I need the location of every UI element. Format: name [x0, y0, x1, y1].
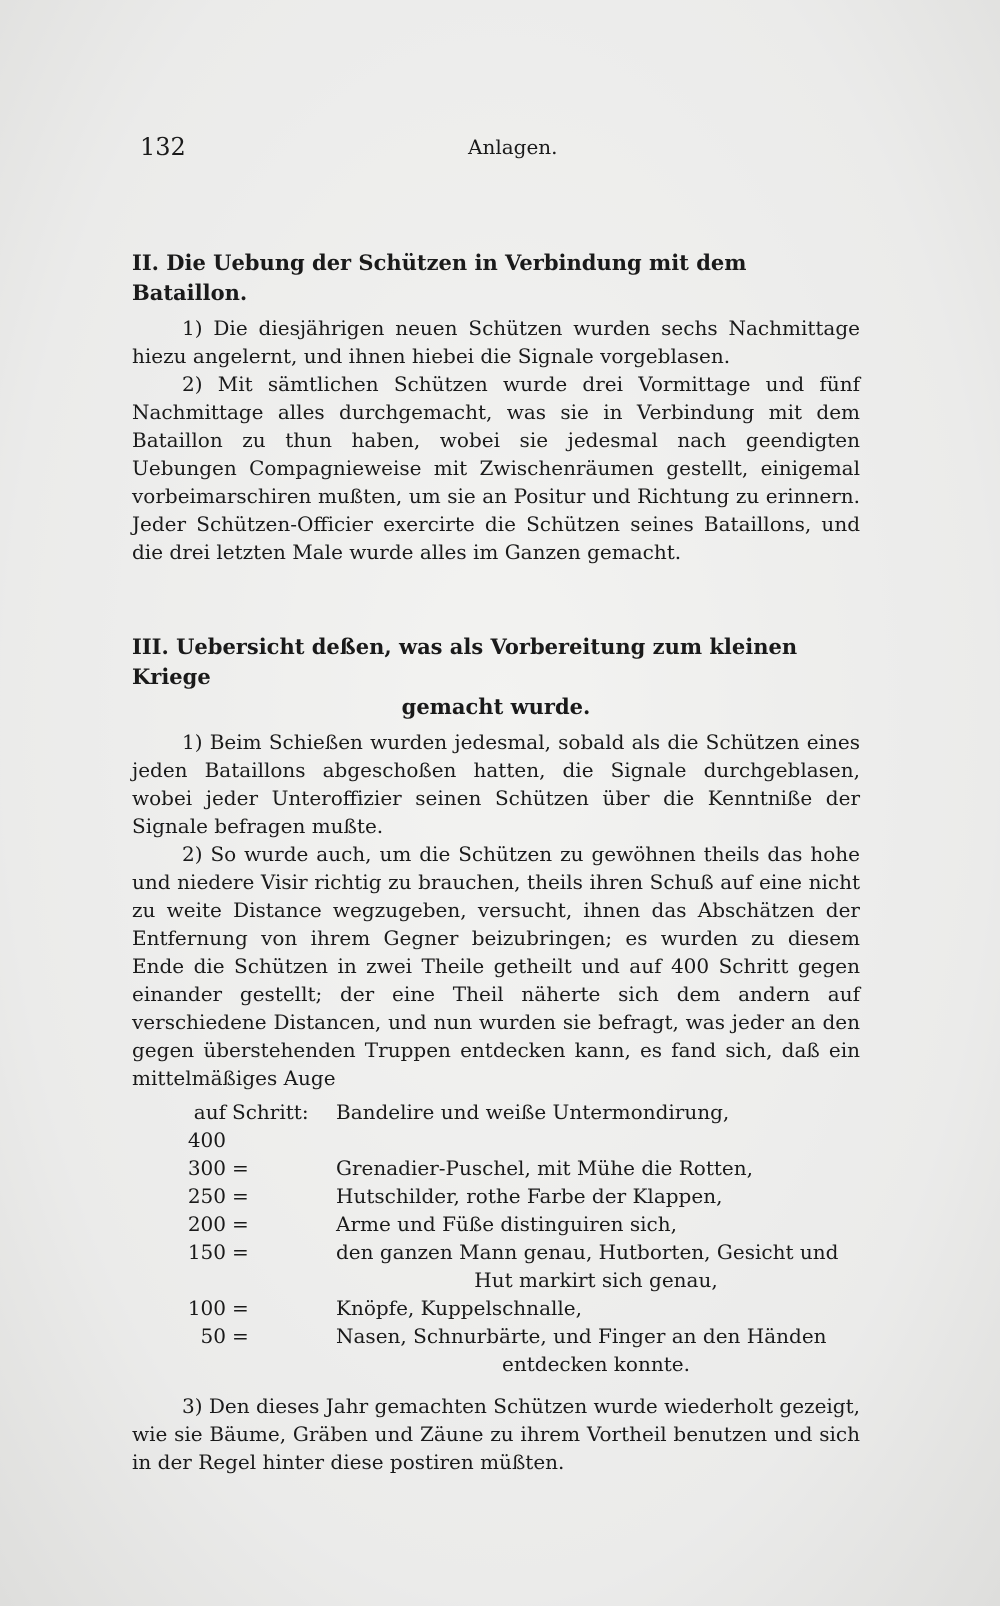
- distance-row: [154, 1182, 856, 1210]
- distance-number: 300: [187, 1156, 226, 1180]
- distance-unit: =: [232, 1156, 249, 1180]
- distance-row: [154, 1098, 856, 1154]
- distance-row: [154, 1322, 856, 1378]
- distance-description-line-2: entdecken konnte.: [502, 1352, 690, 1376]
- section-3-paragraph-3: 3) Den dieses Jahr gemachten Schützen wurde wiederholt gezeigt, wie sie Bäume, Gräben und Zäune zu ihrem Vortheil benutzen und sich in der Regel hinter diese postiren müßten.: [132, 1394, 860, 1474]
- distance-value: [154, 1098, 232, 1154]
- section-3-heading-line-1: III. Uebersicht deßen, was als Vorbereitung zum kleinen Kriege: [132, 634, 798, 689]
- distance-description: Knöpfe, Kuppelschnalle,: [336, 1296, 582, 1320]
- section-2: [132, 248, 860, 566]
- distance-description: Arme und Füße distinguiren sich,: [336, 1212, 677, 1236]
- distance-description-line-1: Nasen, Schnurbärte, und Finger an den Händen: [336, 1324, 827, 1348]
- section-2-paragraph-1: 1) Die diesjährigen neuen Schützen wurden sechs Nachmittage hiezu angelernt, und ihnen hiebei die Signale vorgeblasen.: [132, 316, 860, 368]
- distance-number: 200: [187, 1212, 226, 1236]
- distance-prefix: auf: [193, 1100, 226, 1124]
- page-header: [140, 133, 860, 169]
- section-3-heading: [132, 632, 860, 722]
- page-body: [132, 248, 860, 1476]
- distance-unit: =: [232, 1296, 249, 1320]
- distance-description-line-1: den ganzen Mann genau, Hutborten, Gesicht und: [336, 1240, 839, 1264]
- distance-number: 100: [187, 1296, 226, 1320]
- distance-unit: =: [232, 1184, 249, 1208]
- distance-description: [324, 1238, 856, 1294]
- distance-row: [154, 1210, 856, 1238]
- distance-row: [154, 1154, 856, 1182]
- section-3-paragraph-1: 1) Beim Schießen wurden jedesmal, sobald als die Schützen eines jeden Bataillons abgeschoßen hatten, die Signale durchgeblasen, wobei jeder Unteroffizier seinen Schützen über die Kenntniße der Signale befragen mußte.: [132, 730, 860, 838]
- distance-row: [154, 1294, 856, 1322]
- page-number: 132: [140, 133, 186, 161]
- section-2-heading: II. Die Uebung der Schützen in Verbindung mit dem Bataillon.: [132, 250, 747, 305]
- distance-unit: Schritt:: [232, 1100, 309, 1124]
- distance-number: 400: [187, 1128, 226, 1152]
- section-2-paragraph-2: 2) Mit sämtlichen Schützen wurde drei Vormittage und fünf Nachmittage alles durchgemacht, was sie in Verbindung mit dem Bataillon zu thun haben, wobei sie jedesmal nach geendigten Uebungen Compagnieweise mit Zwischenräumen gestellt, einigemal vorbeimarschiren mußten, um sie an Positur und Richtung zu erinnern. Jeder Schützen-Officier exercirte die Schützen seines Bataillons, und die drei letzten Male wurde alles im Ganzen gemacht.: [132, 372, 860, 564]
- distance-description: Hutschilder, rothe Farbe der Klappen,: [336, 1184, 723, 1208]
- distance-unit: =: [232, 1240, 249, 1264]
- section-3-heading-line-2: gemacht wurde.: [401, 694, 591, 719]
- distance-table: [154, 1098, 856, 1378]
- section-3-paragraph-2: 2) So wurde auch, um die Schützen zu gewöhnen theils das hohe und niedere Visir richtig zu brauchen, theils ihren Schuß auf eine nicht zu weite Distance wegzugeben, versucht, ihnen das Abschätzen der Entfernung von ihrem Gegner beizubringen; es wurden zu diesem Ende die Schützen in zwei Theile getheilt und auf 400 Schritt gegen einander gestellt; der eine Theil näherte sich dem andern auf verschiedene Distancen, und nun wurden sie befragt, was jeder an den gegen überstehenden Truppen entdecken kann, es fand sich, daß ein mittelmäßiges Auge: [132, 842, 860, 1090]
- distance-description: [324, 1322, 856, 1378]
- section-3: [132, 632, 860, 1476]
- running-head: Anlagen.: [468, 135, 558, 159]
- distance-number: 250: [187, 1184, 226, 1208]
- distance-description: Bandelire und weiße Untermondirung,: [336, 1100, 730, 1124]
- distance-unit: =: [232, 1212, 249, 1236]
- distance-unit: =: [232, 1324, 249, 1348]
- distance-number: 50: [200, 1324, 226, 1348]
- distance-row: [154, 1238, 856, 1294]
- distance-description: Grenadier-Puschel, mit Mühe die Rotten,: [336, 1156, 753, 1180]
- distance-number: 150: [187, 1240, 226, 1264]
- distance-description-line-2: Hut markirt sich genau,: [474, 1268, 718, 1292]
